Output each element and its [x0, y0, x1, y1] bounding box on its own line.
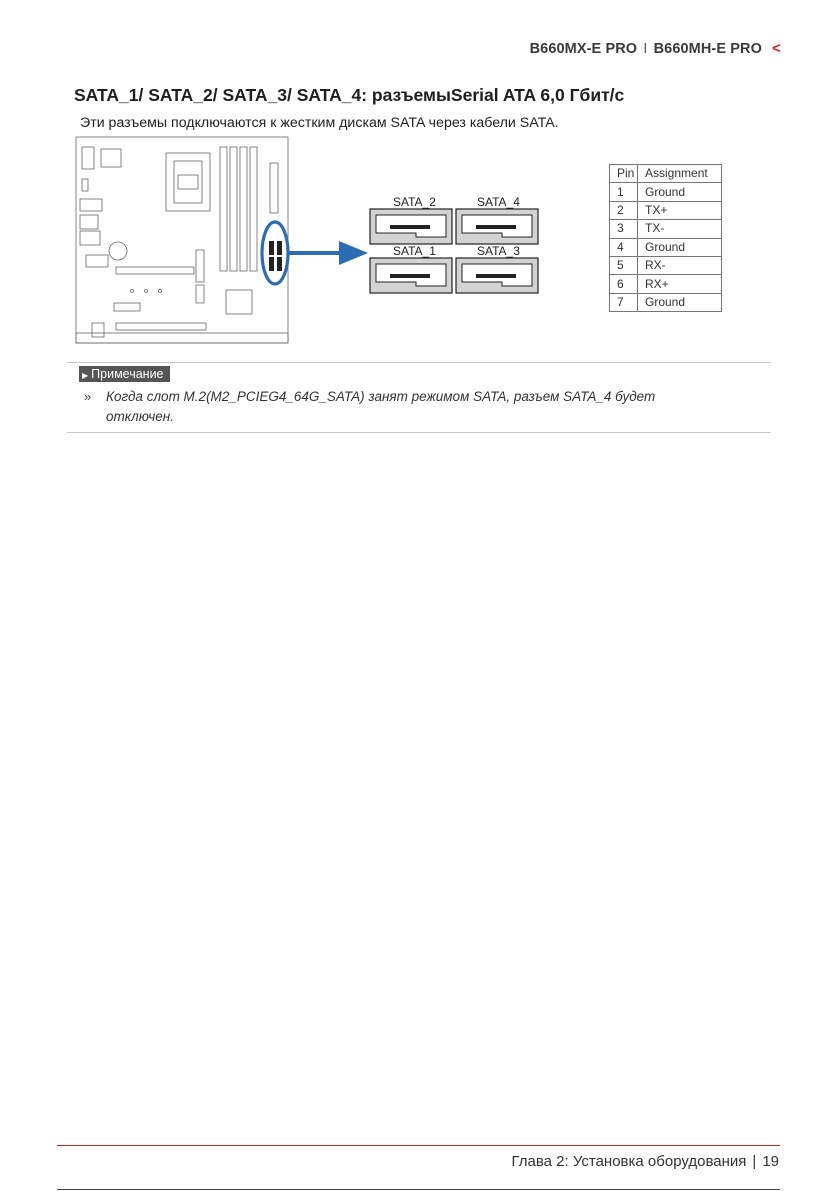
pin-assignment: Ground [638, 293, 722, 311]
table-row [610, 201, 722, 219]
table-row [610, 220, 722, 238]
chapter-title: Глава 2: Установка оборудования [511, 1153, 747, 1170]
pin-assignment: RX+ [638, 275, 722, 293]
pin-number: 1 [610, 183, 638, 201]
footer-separator: | [752, 1153, 757, 1170]
play-triangle-icon: ▶ [82, 371, 89, 380]
sata-2-label: SATA_2 [393, 195, 436, 209]
chevron-left-icon: < [772, 40, 781, 57]
table-row [610, 183, 722, 201]
pin-number: 4 [610, 238, 638, 256]
note-text: Когда слот M.2(M2_PCIEG4_64G_SATA) занят режимом SATA, разъем SATA_4 будет отключен. [106, 389, 656, 424]
header-assignment: Assignment [638, 165, 722, 183]
table-row [610, 256, 722, 274]
note-label: Примечание [91, 367, 164, 381]
section-title: SATA_1/ SATA_2/ SATA_3/ SATA_4: разъемыSerial ATA 6,0 Гбит/с [74, 85, 625, 105]
pin-number: 3 [610, 220, 638, 238]
pin-assignment: TX- [638, 220, 722, 238]
pin-number: 6 [610, 275, 638, 293]
table-row [610, 275, 722, 293]
footer-bottom-rule [57, 1189, 780, 1190]
page-header [530, 40, 781, 57]
sata-4-label: SATA_4 [477, 195, 520, 209]
table-row [610, 293, 722, 311]
pin-number: 7 [610, 293, 638, 311]
page-number: 19 [762, 1153, 779, 1170]
pin-assignment-table [609, 164, 722, 312]
footer-top-rule [57, 1145, 780, 1146]
model-name-2: B660MH-E PRO [653, 41, 762, 57]
sata-port-1 [370, 258, 452, 293]
sata-connectors-diagram [368, 190, 544, 298]
note-bullet: » [84, 389, 92, 404]
table-row [610, 238, 722, 256]
pin-number: 5 [610, 256, 638, 274]
table-header-row [610, 165, 722, 183]
motherboard-diagram [74, 135, 374, 347]
pin-assignment: Ground [638, 238, 722, 256]
page-footer [512, 1153, 780, 1170]
model-name-1: B660MX-E PRO [529, 41, 638, 57]
section-intro: Эти разъемы подключаются к жестким дискам SATA через кабели SATA. [80, 115, 559, 131]
pin-assignment: RX- [638, 256, 722, 274]
model-separator: I [643, 41, 648, 57]
sata-port-3 [456, 258, 538, 293]
header-pin: Pin [610, 165, 638, 183]
note-top-divider [67, 362, 771, 363]
note-badge [79, 366, 170, 382]
sata-port-4 [456, 209, 538, 244]
sata-port-2 [370, 209, 452, 244]
note-bottom-divider [67, 432, 771, 433]
pin-number: 2 [610, 201, 638, 219]
sata-3-label: SATA_3 [477, 244, 520, 258]
pin-assignment: Ground [638, 183, 722, 201]
pin-assignment: TX+ [638, 201, 722, 219]
sata-1-label: SATA_1 [393, 244, 436, 258]
